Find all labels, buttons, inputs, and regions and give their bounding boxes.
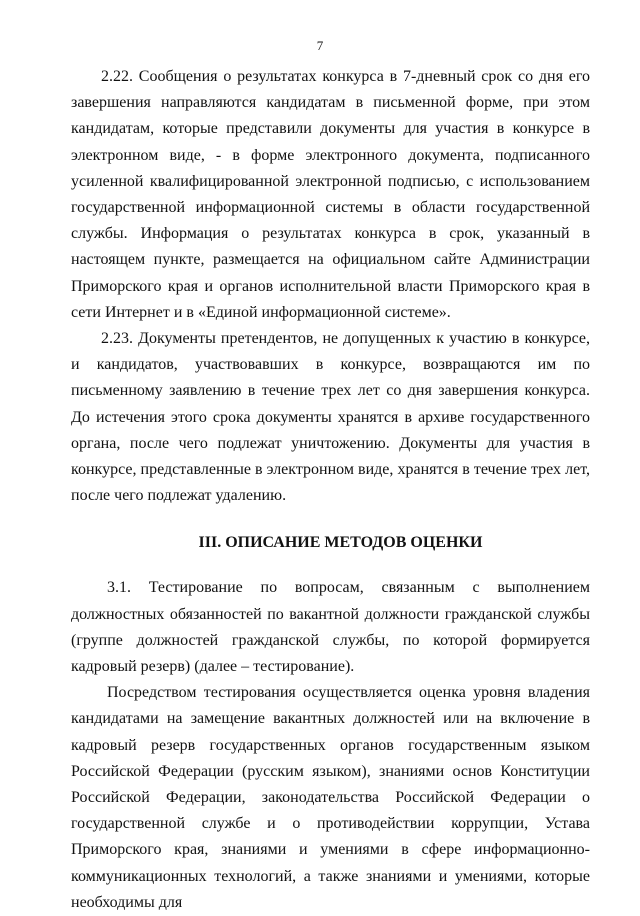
- paragraph-3-1: 3.1. Тестирование по вопросам, связанным с выполнением должностных обязанностей по вакантной должности гражданской службы (группе должностей гражданской службы, по которой формируется кадровый резерв) (далее – тестирование).: [71, 579, 590, 676]
- page-number: 7: [316, 38, 324, 53]
- section-heading: III. ОПИСАНИЕ МЕТОДОВ ОЦЕНКИ: [198, 534, 483, 552]
- paragraph-2-23: 2.23. Документы претендентов, не допущенных к участию в конкурсе, и кандидатов, участвовавших в конкурсе, возвращаются им по письменному заявлению в течение трех лет со дня завершения конкурса. До истечения этого срока документы хранятся в архиве государственного органа, после чего подлежат уничтожению. Документы для участия в конкурсе, представленные в электронном виде, хранятся в течение трех лет, после чего подлежат удалению.: [71, 330, 590, 505]
- document-body: [71, 64, 590, 916]
- paragraph-3-1-continued: Посредством тестирования осуществляется оценка уровня владения кандидатами на замещение вакантных должностей или на включение в кадровый резерв государственных органов государственным языком Российской Федерации (русским языком), знаниями основ Конституции Российской Федерации, законодательства Российской Федерации о государственной службе и о противодействии коррупции, Устава Приморского края, знаниями и умениями в сфере информационно-коммуникационных технологий, а также знаниями и умениями, которые необходимы для: [71, 684, 590, 911]
- paragraph-2-22: 2.22. Сообщения о результатах конкурса в 7-дневный срок со дня его завершения направляются кандидатам в письменной форме, при этом кандидатам, которые представили документы для участия в конкурсе в электронном виде, - в форме электронного документа, подписанного усиленной квалифицированной электронной подписью, с использованием государственной информационной системы в области государственной службы. Информация о результатах конкурса в срок, указанный в настоящем пункте, размещается на официальном сайте Администрации Приморского края и органов исполнительной власти Приморского края в сети Интернет и в «Единой информационной системе».: [71, 68, 590, 321]
